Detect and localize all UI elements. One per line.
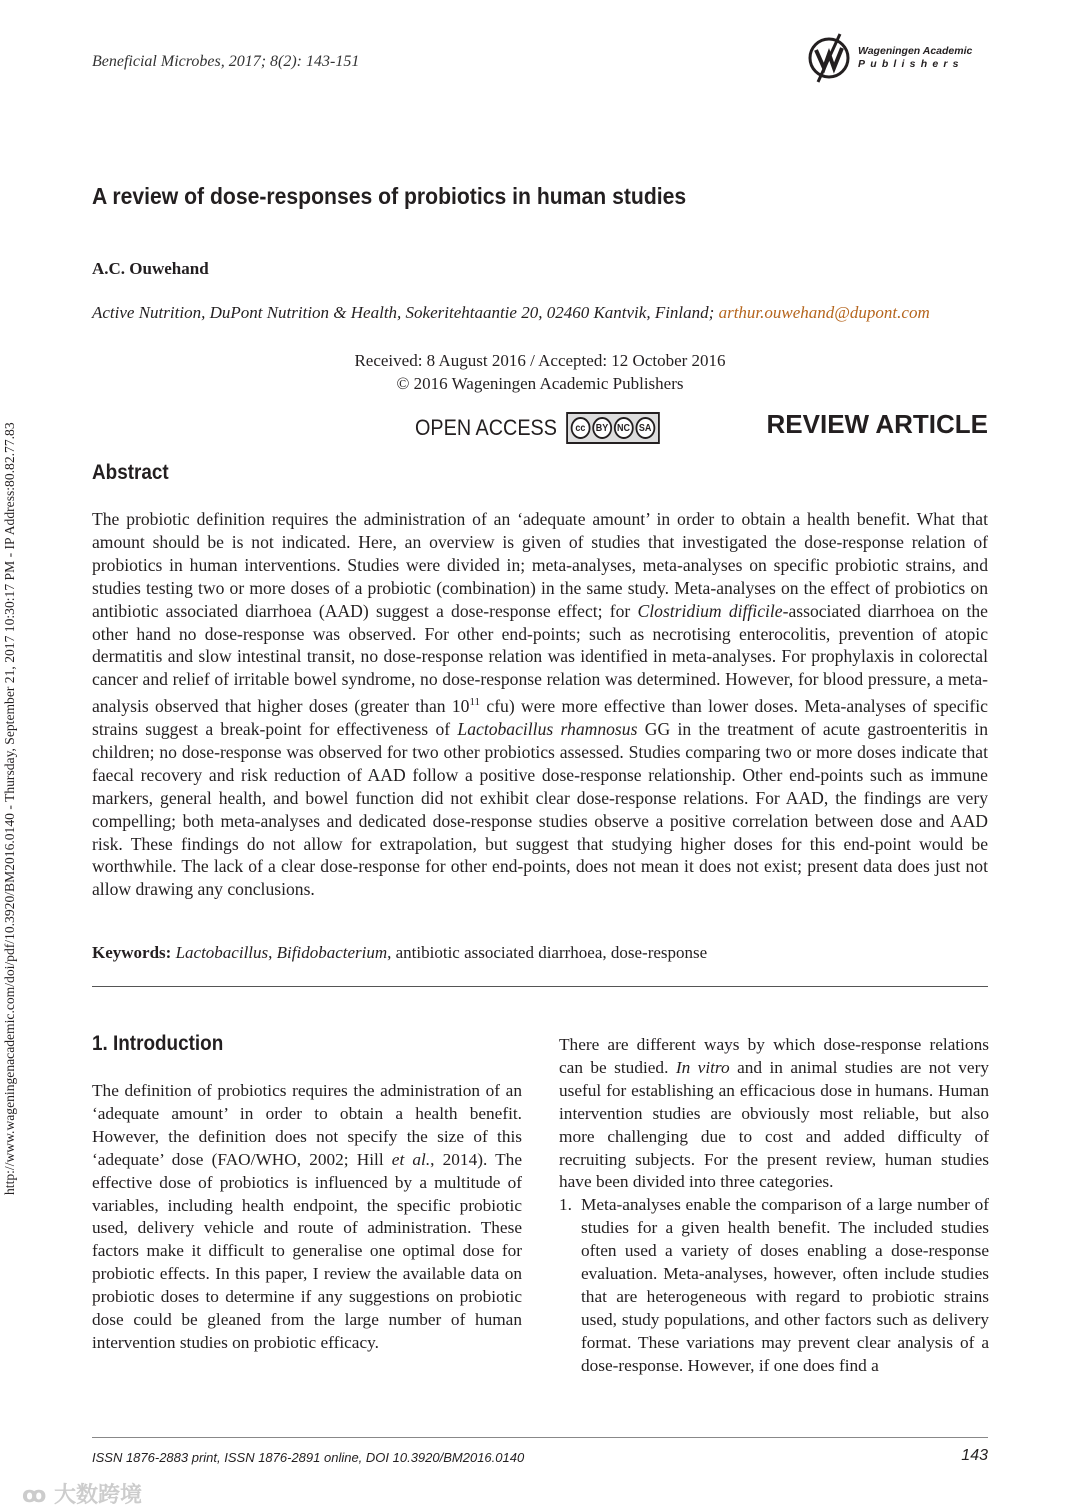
watermark-text: 大数跨境	[54, 1483, 143, 1508]
col1-segment: The definition of probiotics requires the administration of an ‘adequate amount’ in order to obtain a health benefit. However, the definition does not specify the size of this ‘adequate’ dose (FAO/WHO, 2002; Hill	[92, 1081, 522, 1169]
received-accepted: Received: 8 August 2016 / Accepted: 12 October 2016	[354, 351, 726, 370]
abstract-text	[92, 508, 988, 901]
intro-column-right	[559, 1034, 989, 1378]
abstract-segment: Lactobacillus rhamnosus	[457, 719, 638, 740]
keywords-segment: Lactobacillus	[175, 943, 269, 962]
list-text: Meta-analyses enable the comparison of a large number of studies for a given health benefit. The included studies often used a variety of doses enabling a dose-response evaluation. Meta-analyses, however, often include studies that are heterogeneous with regard to probiotic strains used, study populations, and other factors such as delivery format. These variations may prevent clear analysis of a dose-response. However, if one does find a	[581, 1195, 989, 1375]
col2-segment: In vitro	[675, 1057, 730, 1077]
abstract-segment: GG in the treatment of acute gastroenteritis in children; no dose-response was observed for two other probiotics assessed. Studies comparing two or more doses indicate that faecal recovery and risk reduction of AAD follow a positive dose-response relationship. Other end-points such as immune markers, general health, and bowel function did not exhibit clear dose-response relations. For AAD, the findings are very compelling; both meta-analyses and dedicated dose-response studies observe a positive correlation between dose and AAD risk. These findings do not allow for extrapolation, but suggest that studying higher doses for this end-point would be worthwhile. The lack of a clear dose-response for other end-points, does not mean it does not exist; present data does just not allow drawing any conclusions.	[92, 719, 988, 900]
list-number: 1.	[559, 1195, 572, 1215]
col1-segment: , 2014). The effective dose of probiotics is influenced by a multitude of variables, including health endpoint, the specific probiotic used, delivery vehicle and route of administration. These factors make it difficult to generalise one optimal dose for probiotic effects. In this paper, I review the available data on probiotic doses to determine if any suggestions on probiotic dose could be gleaned from the large number of human intervention studies on probiotic efficacy.	[92, 1149, 522, 1352]
article-title: A review of dose-responses of probiotics in human studies	[92, 183, 687, 209]
list-item	[559, 1194, 989, 1377]
abstract-segment: 11	[469, 696, 481, 709]
intro-paragraph	[559, 1034, 989, 1194]
abstract-heading: Abstract	[92, 461, 169, 484]
cc-license-badge	[566, 412, 660, 444]
watermark-logo-icon: ꝏ	[22, 1483, 54, 1508]
keywords-segment: ,	[268, 943, 277, 962]
keywords-segment: Bifidobacterium	[276, 943, 388, 962]
download-note: http://www.wageningenacademic.com/doi/pdf/10.3920/BM2016.0140 - Thursday, September 21, 2017 10:30:17 PM - IP Address:80.82.77.83	[2, 422, 17, 1195]
publisher-name: Wageningen Academic	[858, 45, 973, 57]
col2-segment: and in animal studies are not very useful for establishing an efficacious dose in humans. Human intervention studies are obviously most reliable, but also more challenging due to cost and added difficulty of recruiting subjects. For the present review, human studies have been divided into three categories.	[559, 1057, 989, 1192]
article-type: REVIEW ARTICLE	[766, 409, 988, 439]
affiliation-text: Active Nutrition, DuPont Nutrition & Health, Sokeritehtaantie 20, 02460 Kantvik, Finland;	[92, 303, 719, 322]
by-icon: BY	[592, 417, 612, 439]
publisher-logo	[806, 32, 972, 84]
page-number: 143	[961, 1447, 988, 1464]
open-access-label	[415, 412, 660, 444]
col1-segment: et al.	[391, 1149, 431, 1169]
abstract-segment: The probiotic definition requires the administration of an ‘adequate amount’ in order to obtain a health benefit. What that amount should be is not indicated. Here, an overview is given of studies that investigated the dose-response relation of probiotics in human interventions. Studies were divided in; meta-analyses, meta-analyses on specific probiotic strains, and studies testing two or more doses of a probiotic (combination) in the same study. Meta-analyses on the effect of probiotics on antibiotic associated diarrhoea (AAD) suggest a dose-response effect; for	[92, 509, 988, 621]
author-email-link[interactable]: arthur.ouwehand@dupont.com	[718, 303, 930, 322]
cc-icon: cc	[570, 417, 590, 439]
open-access-text: OPEN ACCESS	[415, 415, 557, 440]
keywords-segment: , antibiotic associated diarrhoea, dose-response	[387, 943, 708, 962]
intro-column-left	[92, 1080, 522, 1355]
abstract-segment: -associated diarrhoea on the other hand no dose-response was observed. For other end-points; such as necrotising enterocolitis, prevention of atopic dermatitis and slow intestinal transit, no dose-response relation was identified in meta-analyses. For prophylaxis in colorectal cancer and relief of irritable bowel syndrome, no dose-response relation was determined. However, for blood pressure, a meta-analysis observed that higher doses (greater than 10	[92, 600, 988, 717]
publisher-emblem-icon	[806, 32, 852, 84]
footer-issn: ISSN 1876-2883 print, ISSN 1876-2891 online, DOI 10.3920/BM2016.0140	[92, 1450, 525, 1465]
affiliation	[92, 303, 930, 323]
keywords	[92, 943, 707, 963]
abstract-segment: Clostridium difficile	[637, 600, 783, 621]
col2-segment: There are different ways by which dose-response relations can be studied.	[559, 1035, 989, 1077]
copyright: © 2016 Wageningen Academic Publishers	[396, 374, 684, 393]
introduction-heading: 1. Introduction	[92, 1032, 224, 1055]
publisher-subname: Publishers	[858, 58, 964, 70]
publication-dates	[0, 349, 1080, 395]
footer-divider	[92, 1437, 988, 1438]
section-divider	[92, 986, 988, 987]
sa-icon: SA	[635, 417, 655, 439]
journal-citation: Beneficial Microbes, 2017; 8(2): 143-151	[92, 53, 360, 70]
nc-icon: NC	[614, 417, 634, 439]
watermark	[22, 1478, 142, 1509]
author: A.C. Ouwehand	[92, 259, 209, 278]
keywords-segment: Keywords:	[92, 943, 172, 962]
abstract-segment: cfu) were more effective than lower doses. Meta-analyses of specific strains suggest a break-point for effectiveness of	[92, 696, 988, 740]
